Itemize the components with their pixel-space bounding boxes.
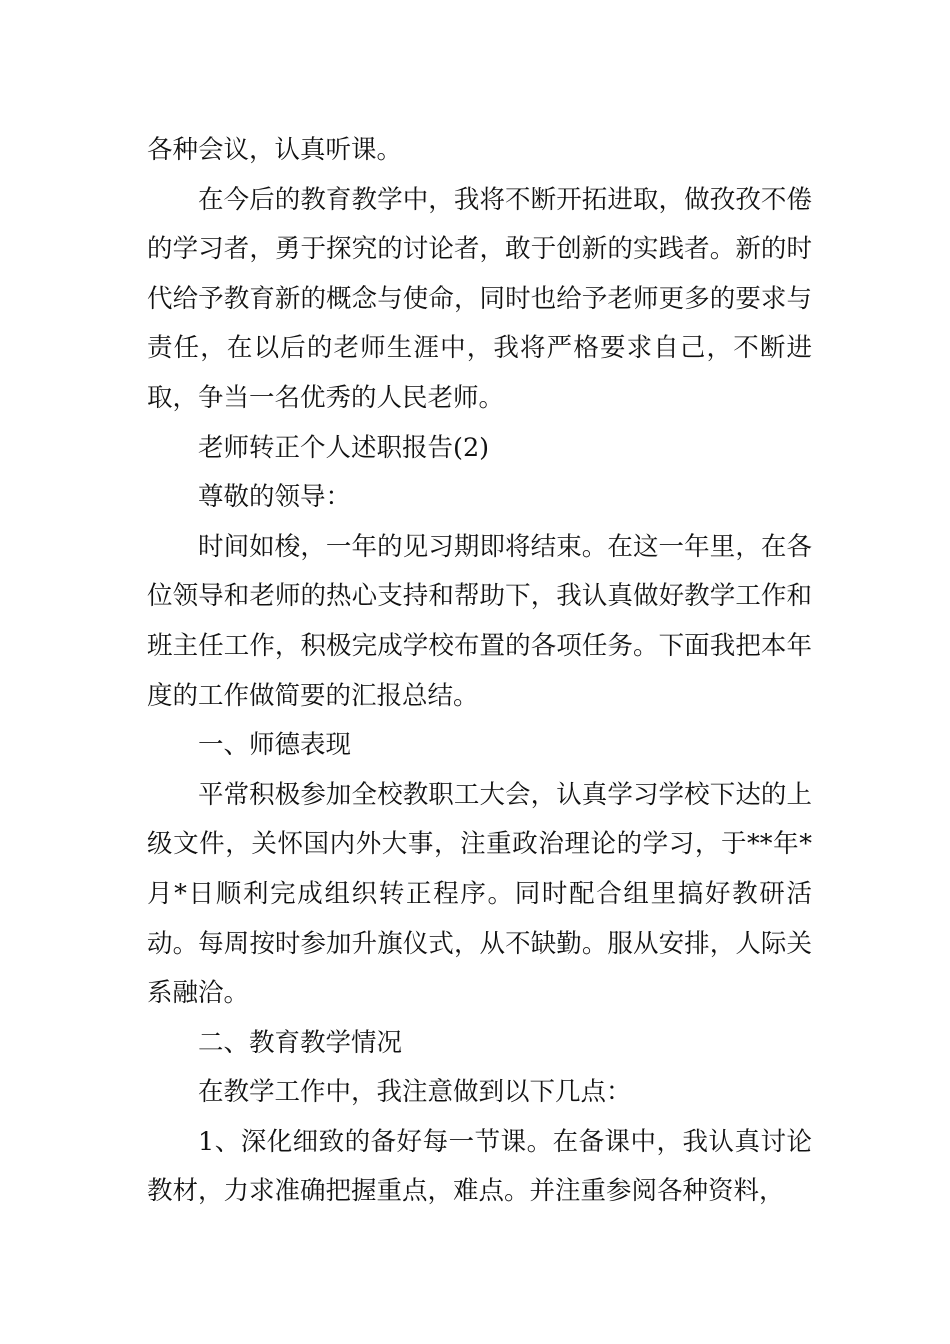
paragraph-future-plans: 在今后的教育教学中，我将不断开拓进取，做孜孜不倦的学习者，勇于探究的讨论者，敢于创新的实践者。新的时代给予教育新的概念与使命，同时也给予老师更多的要求与责任，在以后的老师生涯中，我将严格要求自己，不断进取，争当一名优秀的人民老师。 — [147, 184, 812, 413]
paragraph-ethics: 平常积极参加全校教职工大会，认真学习学校下达的上级文件，关怀国内外大事，注重政治理论的学习，于**年*月*日顺利完成组织转正程序。同时配合组里搞好教研活动。每周按时参加升旗仪式，从不缺勤。服从安排，人际关系融洽。 — [147, 779, 812, 1009]
paragraph-teaching-intro: 在教学工作中，我注意做到以下几点： — [198, 1077, 632, 1108]
paragraph-continuation: 各种会议，认真听课。 — [147, 135, 403, 165]
document-page — [147, 126, 812, 1217]
salutation: 尊敬的领导： — [198, 482, 352, 513]
report-title: 老师转正个人述职报告(2) — [198, 432, 490, 463]
section-heading-ethics: 一、师德表现 — [198, 730, 352, 761]
paragraph-teaching-point-1: 1、深化细致的备好每一节课。在备课中，我认真讨论教材，力求准确把握重点，难点。并注重参阅各种资料， — [147, 1126, 812, 1207]
section-heading-teaching: 二、教育教学情况 — [198, 1027, 403, 1058]
paragraph-intro: 时间如梭，一年的见习期即将结束。在这一年里，在各位领导和老师的热心支持和帮助下，我认真做好教学工作和班主任工作，积极完成学校布置的各项任务。下面我把本年度的工作做简要的汇报总结。 — [147, 531, 812, 711]
